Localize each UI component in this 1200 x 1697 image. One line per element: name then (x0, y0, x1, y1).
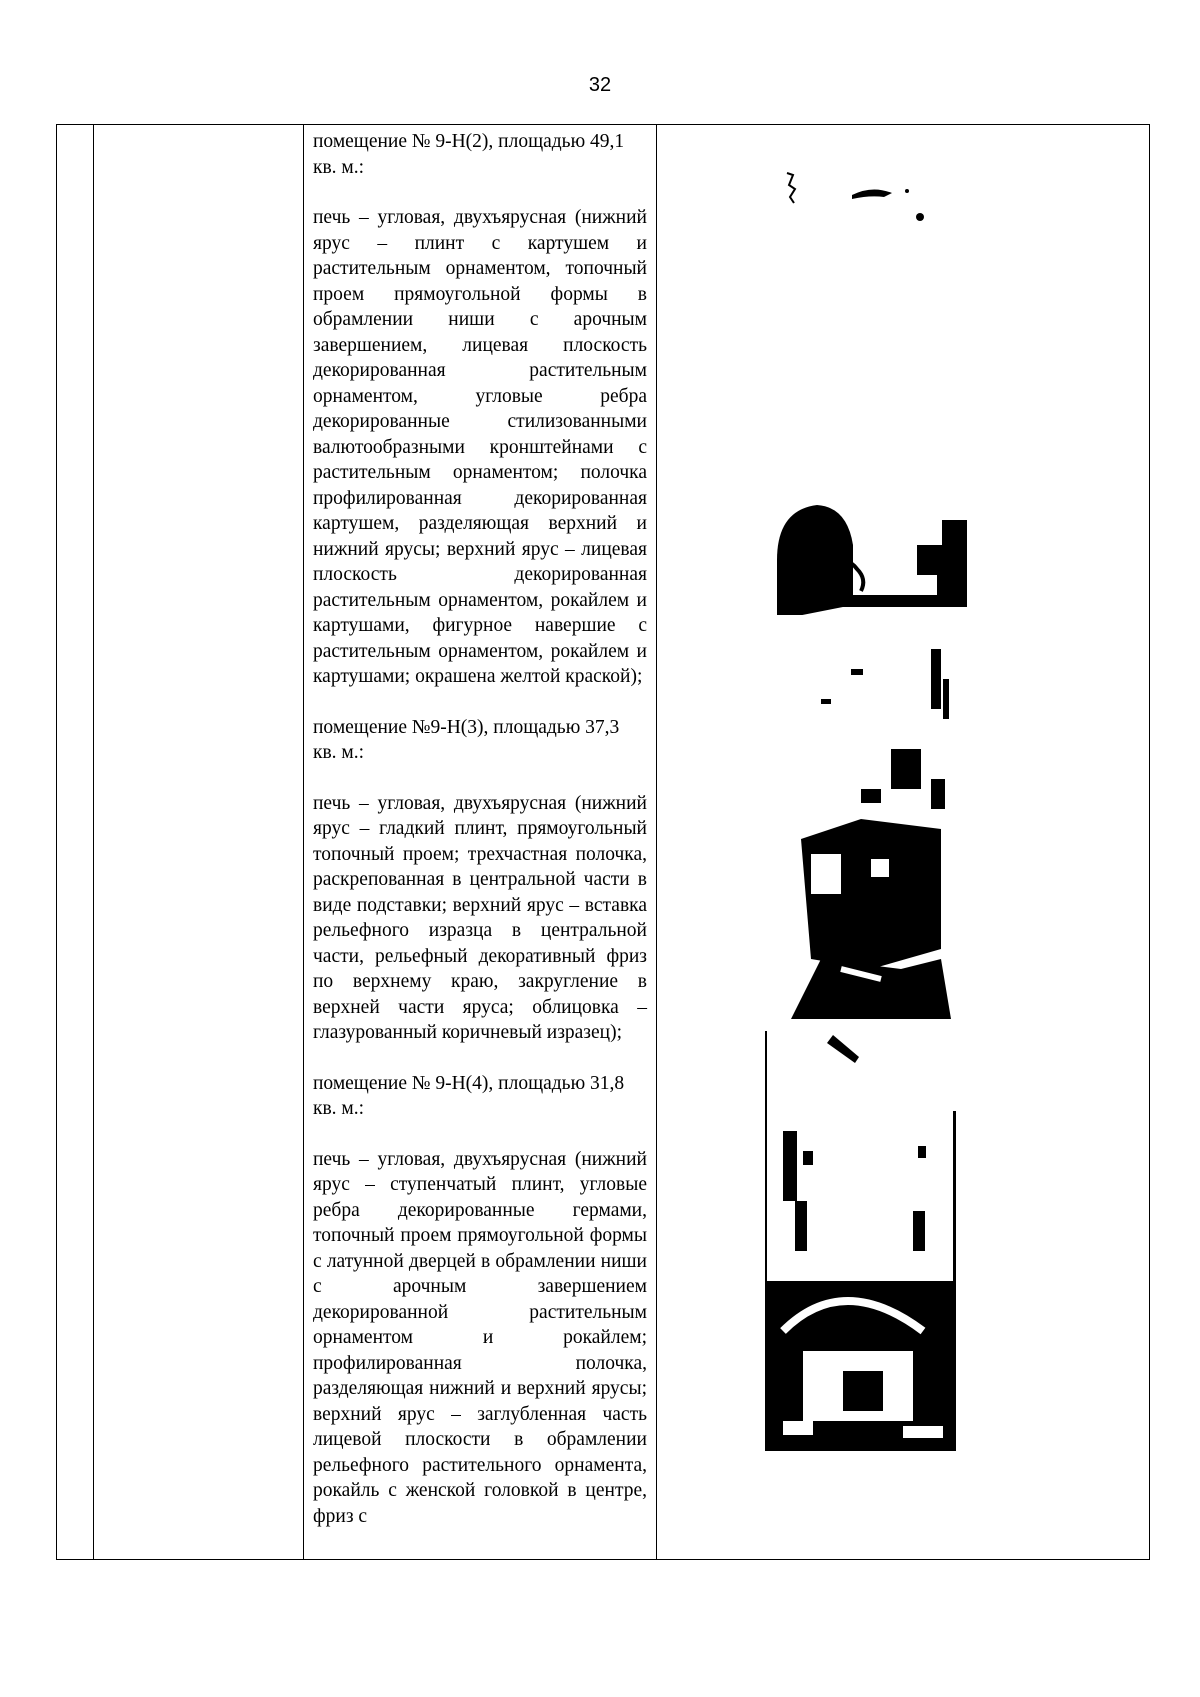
room-heading: помещение №9-Н(3), площадью 37,3 кв. м.: (313, 716, 620, 763)
stove-photo-3 (763, 1031, 963, 1451)
room-heading: помещение № 9-Н(4), площадью 31,8 кв. м.: (313, 1072, 625, 1119)
stove-photo-1 (757, 165, 977, 615)
description-column (313, 129, 647, 1554)
room-description: печь – угловая, двухъярусная (нижний ярус – гладкий плинт, прямоугольный топочный проем; трехчастная полочка, раскрепованная в центральной части в виде подставки; верхний ярус – вставка рельефного изразца в центральной части, рельефный декоративный фриз по верхнему краю, закругление в верхней части яруса; облицовка – глазурованный коричневый изразец); (313, 792, 647, 1043)
room-heading: помещение № 9-Н(2), площадью 49,1 кв. м.: (313, 131, 625, 178)
room-description: печь – угловая, двухъярусная (нижний ярус – плинт с картушем и растительным орнаментом, топочный проем прямоугольной формы в обрамлении ниши с арочным завершением, лицевая плоскость декорированная растительным орнаментом, угловые ребра декорированные стилизованными валютообразными кронштейнами с растительным орнаментом; полочка профилированная декорированная картушем, разделяющая верхний и нижний ярусы; верхний ярус – лицевая плоскость декорированная растительным орнаментом, рокайлем и картушами, фигурное навершие с растительным орнаментом, рокайлем и картушами; окрашена желтой краской); (313, 207, 647, 687)
stove-photo-2 (781, 639, 961, 1019)
column-divider-1 (93, 125, 94, 1559)
room-description: печь – угловая, двухъярусная (нижний ярус – ступенчатый плинт, угловые ребра декорированные гермами, топочный проем прямоугольной формы с латунной дверцей в обрамлении ниши с арочным завершением декорированной растительным орнаментом и рокайлем; профилированная полочка, разделяющая нижний и верхний ярусы; верхний ярус – заглубленная часть лицевой плоскости в обрамлении рельефного растительного орнамента, рокайль с женской головкой в центре, фриз с (313, 1148, 647, 1527)
column-divider-3 (656, 125, 657, 1559)
document-table (56, 124, 1150, 1560)
page-number: 32 (588, 74, 612, 96)
column-divider-2 (303, 125, 304, 1559)
